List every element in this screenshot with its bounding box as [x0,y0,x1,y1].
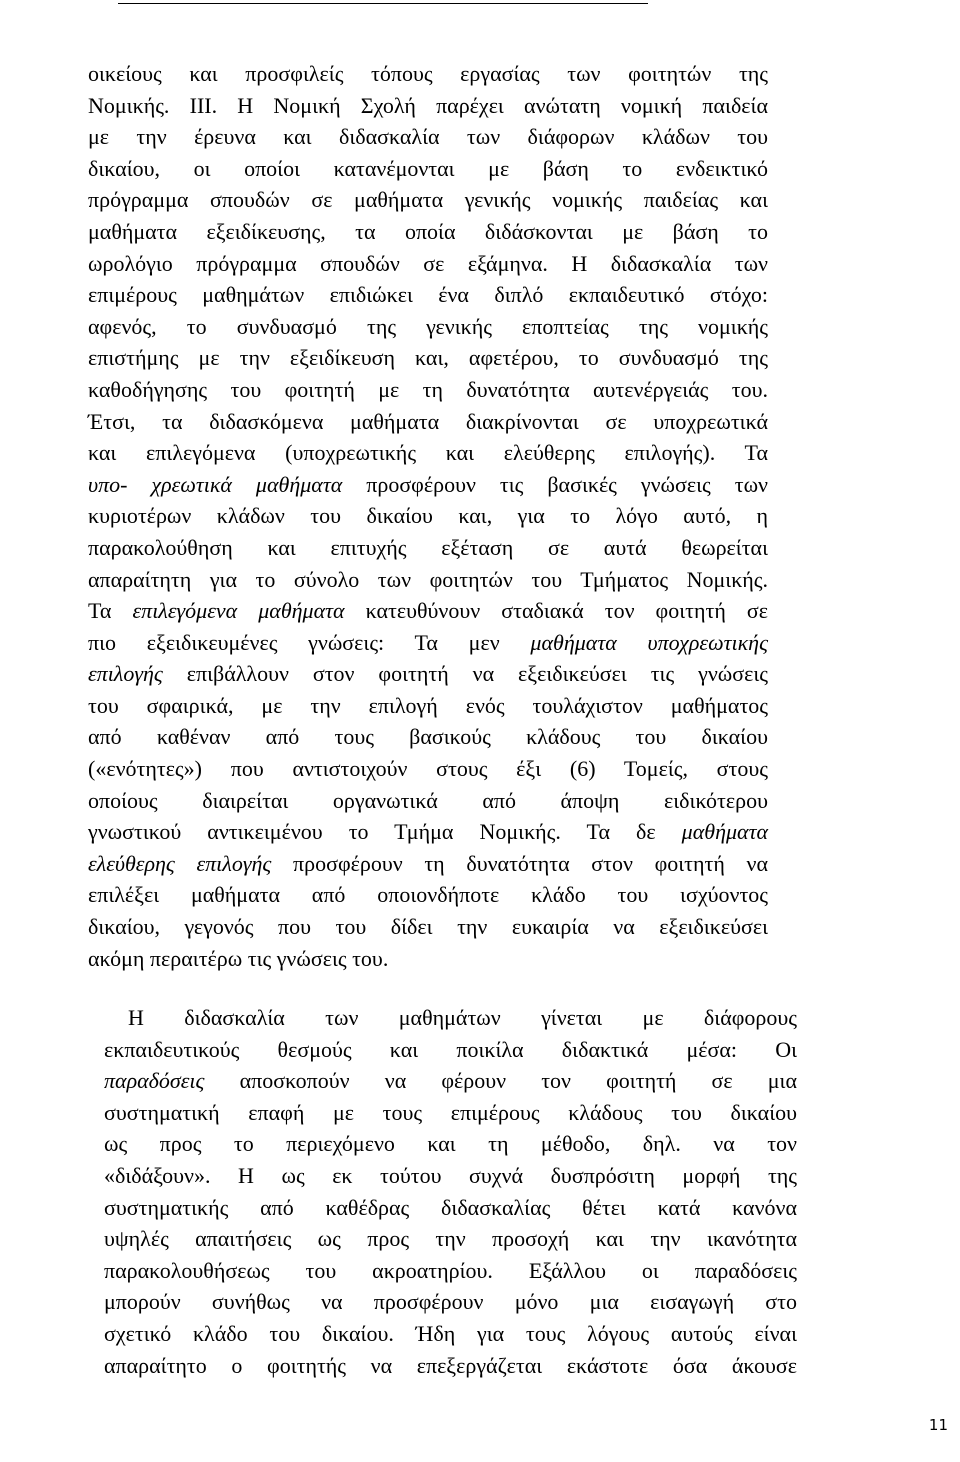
text-line: εκπαιδευτικούς θεσμούς και ποικίλα διδακτικά μέσα: Οι [104,1036,797,1062]
text-line: του σφαιρικά, με την επιλογή ενός τουλάχιστον μαθήματος [88,692,768,718]
text-line [104,1065,797,1097]
text-run: επιβάλλουν στον φοιτητή να εξειδικεύσει τις γνώσεις [162,661,768,687]
text-line: επιμέρους μαθημάτων επιδιώκει ένα διπλό εκπαιδευτικό στόχο: [88,282,768,308]
text-line: οικείους και προσφιλείς τόπους εργασίας των φοιτητών της [88,61,768,86]
text-line [88,816,768,848]
text-line: πρόγραμμα σπουδών σε μαθήματα γενικής νομικής παιδείας και [88,187,768,213]
text-line: από καθέναν από τους βασικούς κλάδους του δικαίου [88,724,768,750]
text-line: με την έρευνα και διδασκαλία των διάφορων κλάδων του [88,124,768,150]
text-line: καθοδήγησης του φοιτητή με τη δυνατότητα αυτενέργειάς του. [88,376,768,402]
text-line: Έτσι, τα διδασκόμενα μαθήματα διακρίνονται σε υποχρεωτικά [88,408,768,434]
text-line: απαραίτητη για το σύνολο των φοιτητών του Τμήματος Νομικής. [88,566,768,592]
text-line: επιστήμης με την εξειδίκευση και, αφετέρου, το συνδυασμό της [88,345,768,371]
italic-term: παραδόσεις [104,1068,205,1094]
text-line: οποίους διαιρείται οργανωτικά από άποψη ειδικότερου [88,787,768,813]
italic-term: επιλεγόμενα μαθήματα [132,598,345,624]
text-run: κατευθύνουν σταδιακά τον φοιτητή σε [344,598,768,624]
text-line [88,848,768,880]
text-line: συστηματική επαφή με τους επιμέρους κλάδους του δικαίου [104,1099,797,1125]
italic-term: επιλογής [88,661,163,687]
text-line: παρακολουθήσεως του ακροατηρίου. Εξάλλου οι παραδόσεις [104,1257,797,1283]
text-line: μπορούν συνήθως να προσφέρουν μόνο μια εισαγωγή στο [104,1289,797,1315]
text-line: ακόμη περαιτέρω τις γνώσεις του. [88,945,389,971]
text-line: ως προς το περιεχόμενο και τη μέθοδο, δηλ. να τον [104,1131,797,1157]
italic-term: υπο- χρεωτικά μαθήματα [88,471,343,497]
header-rule [118,3,648,4]
text-line: παρακολούθηση και επιτυχής εξέταση σε αυτά θεωρείται [88,534,768,560]
text-line: απαραίτητο ο φοιτητής να επεξεργάζεται εκάστοτε όσα άκουσε [104,1352,797,1378]
text-run: Τα [88,598,133,624]
text-line: Νομικής. ΙΙΙ. Η Νομική Σχολή παρέχει ανώτατη νομική παιδεία [88,92,768,118]
text-line: συστηματικής από καθέδρας διδασκαλίας θέτει κατά κανόνα [104,1194,797,1220]
body-paragraph-2 [104,1002,797,1381]
text-run: γνωστικού αντικειμένου το Τμήμα Νομικής. Τα δε [88,819,682,845]
text-line: αφενός, το συνδυασμό της γενικής εποπτείας της νομικής [88,313,768,339]
text-line: Η διδασκαλία των μαθημάτων γίνεται με διάφορους [128,1005,797,1030]
text-line [88,627,768,659]
italic-term: ελεύθερης επιλογής [88,850,272,876]
text-line: υψηλές απαιτήσεις ως προς την προσοχή και την ικανότητα [104,1226,797,1252]
text-line: δικαίου, οι οποίοι κατανέμονται με βάση το ενδεικτικό [88,155,768,181]
text-line: «διδάξουν». Η ως εκ τούτου συχνά δυσπρόσιτη μορφή της [104,1162,797,1188]
body-paragraph-1 [88,58,768,974]
page-number: 11 [928,1416,948,1434]
text-line: («ενότητες») που αντιστοιχούν στους έξι (6) Τομείς, στους [88,756,768,782]
text-run: προσφέρουν τη δυνατότητα στον φοιτητή να [271,850,769,876]
text-line: κυριοτέρων κλάδων του δικαίου και, για το λόγο αυτό, η [88,503,768,529]
italic-term: μαθήματα [681,819,768,845]
text-line: και επιλεγόμενα (υποχρεωτικής και ελεύθερης επιλογής). Τα [88,440,768,466]
text-line: ωρολόγιο πρόγραμμα σπουδών σε εξάμηνα. Η διδασκαλία των [88,250,768,276]
text-line [88,469,768,501]
text-line: δικαίου, γεγονός που του δίδει την ευκαιρία να εξειδικεύσει [88,914,768,940]
text-line: μαθήματα εξειδίκευσης, τα οποία διδάσκονται με βάση το [88,218,768,244]
text-line [88,658,768,690]
italic-term: μαθήματα υποχρεωτικής [530,629,768,655]
text-run: πιο εξειδικευμένες γνώσεις: Τα μεν [88,629,531,655]
text-line [88,595,768,627]
text-line: σχετικό κλάδο του δικαίου. Ήδη για τους λόγους αυτούς είναι [104,1320,797,1346]
text-line: επιλέξει μαθήματα από οποιονδήποτε κλάδο του ισχύοντος [88,882,768,908]
text-run: προσφέρουν τις βασικές γνώσεις των [342,471,768,497]
text-run: αποσκοπούν να φέρουν τον φοιτητή σε μια [204,1068,797,1094]
